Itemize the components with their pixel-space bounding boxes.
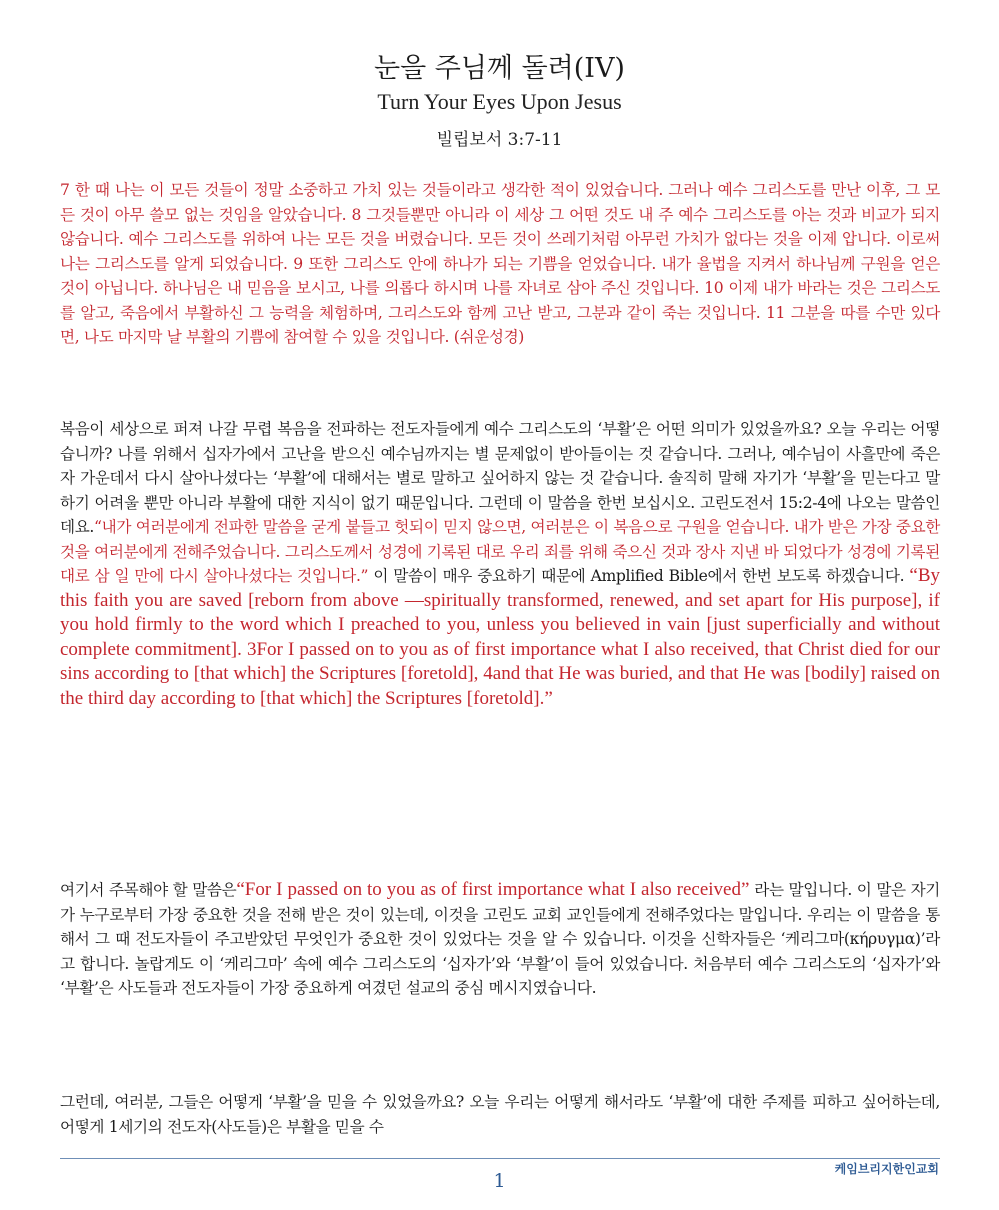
paragraph-1-intro: 복음이 세상으로 퍼져 나갈 무렵 복음을 전파하는 전도자들에게 예수 그리스도의 ‘부활’은 어떤 의미가 있었을까요? 오늘 우리는 어떻습니까? 나를 위해서 십자가에서 고난을 받으신 예수님까지는 별 문제없이 받아들이는 것 같습니다. 그러나, 예수님이 사흘만에 죽은 자 가운데서 다시 살아나셨다는 ‘부활’에 대해서는 별로 말하고 싶어하지 않는 것 같습니다. 솔직히 말해 자기가 ‘부활’을 믿는다고 말하기 어려울 뿐만 아니라 부활에 대한 지식이 없기 때문입니다. 그런데 이 말씀을 한번 보십시오. 고린도전서 15:2-4에 나오는 말씀인데요.	[60, 420, 940, 536]
document-title: 눈을 주님께 돌려(IV)	[374, 53, 625, 84]
english-quote: “By this faith you are saved [reborn from above —spiritually transformed, renewed, and set apart for His purpose], if you hold firmly to the word which I preached to you, unless you believed in vain [just superficially and without complete commitment]. 3For I passed on to you as of first importance what I also received, that Christ died for our sins according to [that which] the Scriptures [foretold], 4and that He was buried, and that He was [bodily] raised on the third day according to [that which] the Scriptures [foretold].”	[60, 565, 940, 709]
sermon-paragraph-3	[60, 1090, 940, 1139]
scripture-passage	[60, 178, 940, 350]
paragraph-3-text: 그런데, 여러분, 그들은 어떻게 ‘부활’을 믿을 수 있었을까요? 오늘 우리는 어떻게 해서라도 ‘부활’에 대한 주제를 피하고 싶어하는데, 어떻게 1세기의 전도자(사도들)은 부활을 믿을 수	[60, 1093, 940, 1136]
scripture-reference: 빌립보서 3:7-11	[436, 130, 563, 150]
sermon-paragraph-2	[60, 878, 940, 1001]
paragraph-2-text	[60, 878, 940, 1001]
document-subtitle: Turn Your Eyes Upon Jesus	[377, 89, 622, 114]
page-number: 1	[493, 1170, 506, 1192]
church-name: 케임브리지한인교회	[834, 1162, 939, 1176]
paragraph-2-quote: “For I passed on to you as of first importance what I also received”	[236, 879, 750, 900]
paragraph-2-lead: 여기서 주목해야 할 말씀은	[60, 881, 237, 899]
korean-quote: “내가 여러분에게 전파한 말씀을 굳게 붙들고 헛되이 믿지 않으면, 여러분은 이 복음으로 구원을 얻습니다. 내가 받은 가장 중요한 것을 여러분에게 전해주었습니다. 그리스도께서 성경에 기록된 대로 우리 죄를 위해 죽으신 것과 장사 지낸 바 되었다가 성경에 기록된 대로 삼 일 만에 다시 살아나셨다는 것입니다.”	[60, 518, 940, 585]
footer-divider	[60, 1158, 940, 1159]
paragraph-1-bridge: 이 말씀이 매우 중요하기 때문에 Amplified Bible에서 한번 보도록 하겠습니다.	[368, 567, 905, 585]
paragraph-1-text	[60, 417, 940, 711]
sermon-paragraph-1	[60, 417, 940, 711]
paragraph-2-rest: 라는 말입니다. 이 말은 자기가 누구로부터 가장 중요한 것을 전해 받은 것이 있는데, 이것을 고린도 교회 교인들에게 전해주었다는 말입니다. 우리는 이 말씀을 통해서 그 때 전도자들이 주고받았던 무엇인가 중요한 것이 있었다는 것을 알 수 있습니다. 이것을 신학자들은 ‘케리그마(κήρυγμα)’라고 합니다. 놀랍게도 이 ‘케리그마’ 속에 예수 그리스도의 ‘십자가’와 ‘부활’이 들어 있었습니다. 처음부터 예수 그리스도의 ‘십자가’와 ‘부활’은 사도들과 전도자들이 가장 중요하게 여겼던 설교의 중심 메시지였습니다.	[60, 881, 940, 997]
scripture-passage-text: 7 한 때 나는 이 모든 것들이 정말 소중하고 가치 있는 것들이라고 생각한 적이 있었습니다. 그러나 예수 그리스도를 만난 이후, 그 모든 것이 아무 쓸모 없는 것임을 알았습니다. 8 그것들뿐만 아니라 이 세상 그 어떤 것도 내 주 예수 그리스도를 아는 것과 비교가 되지 않습니다. 예수 그리스도를 위하여 나는 모든 것을 버렸습니다. 모든 것이 쓰레기처럼 아무런 가치가 없다는 것을 이제 압니다. 이로써 나는 그리스도를 알게 되었습니다. 9 또한 그리스도 안에 하나가 되는 기쁨을 얻었습니다. 내가 율법을 지켜서 하나님께 구원을 얻은 것이 아닙니다. 하나님은 내 믿음을 보시고, 나를 의롭다 하시며 나를 자녀로 삼아 주신 것입니다. 10 이제 내가 바라는 것은 그리스도를 알고, 죽음에서 부활하신 그 능력을 체험하며, 그리스도와 함께 고난 받고, 그분과 같이 죽는 것입니다. 11 그분을 따를 수만 있다면, 나도 마지막 날 부활의 기쁨에 참여할 수 있을 것입니다. (쉬운성경)	[60, 181, 940, 346]
